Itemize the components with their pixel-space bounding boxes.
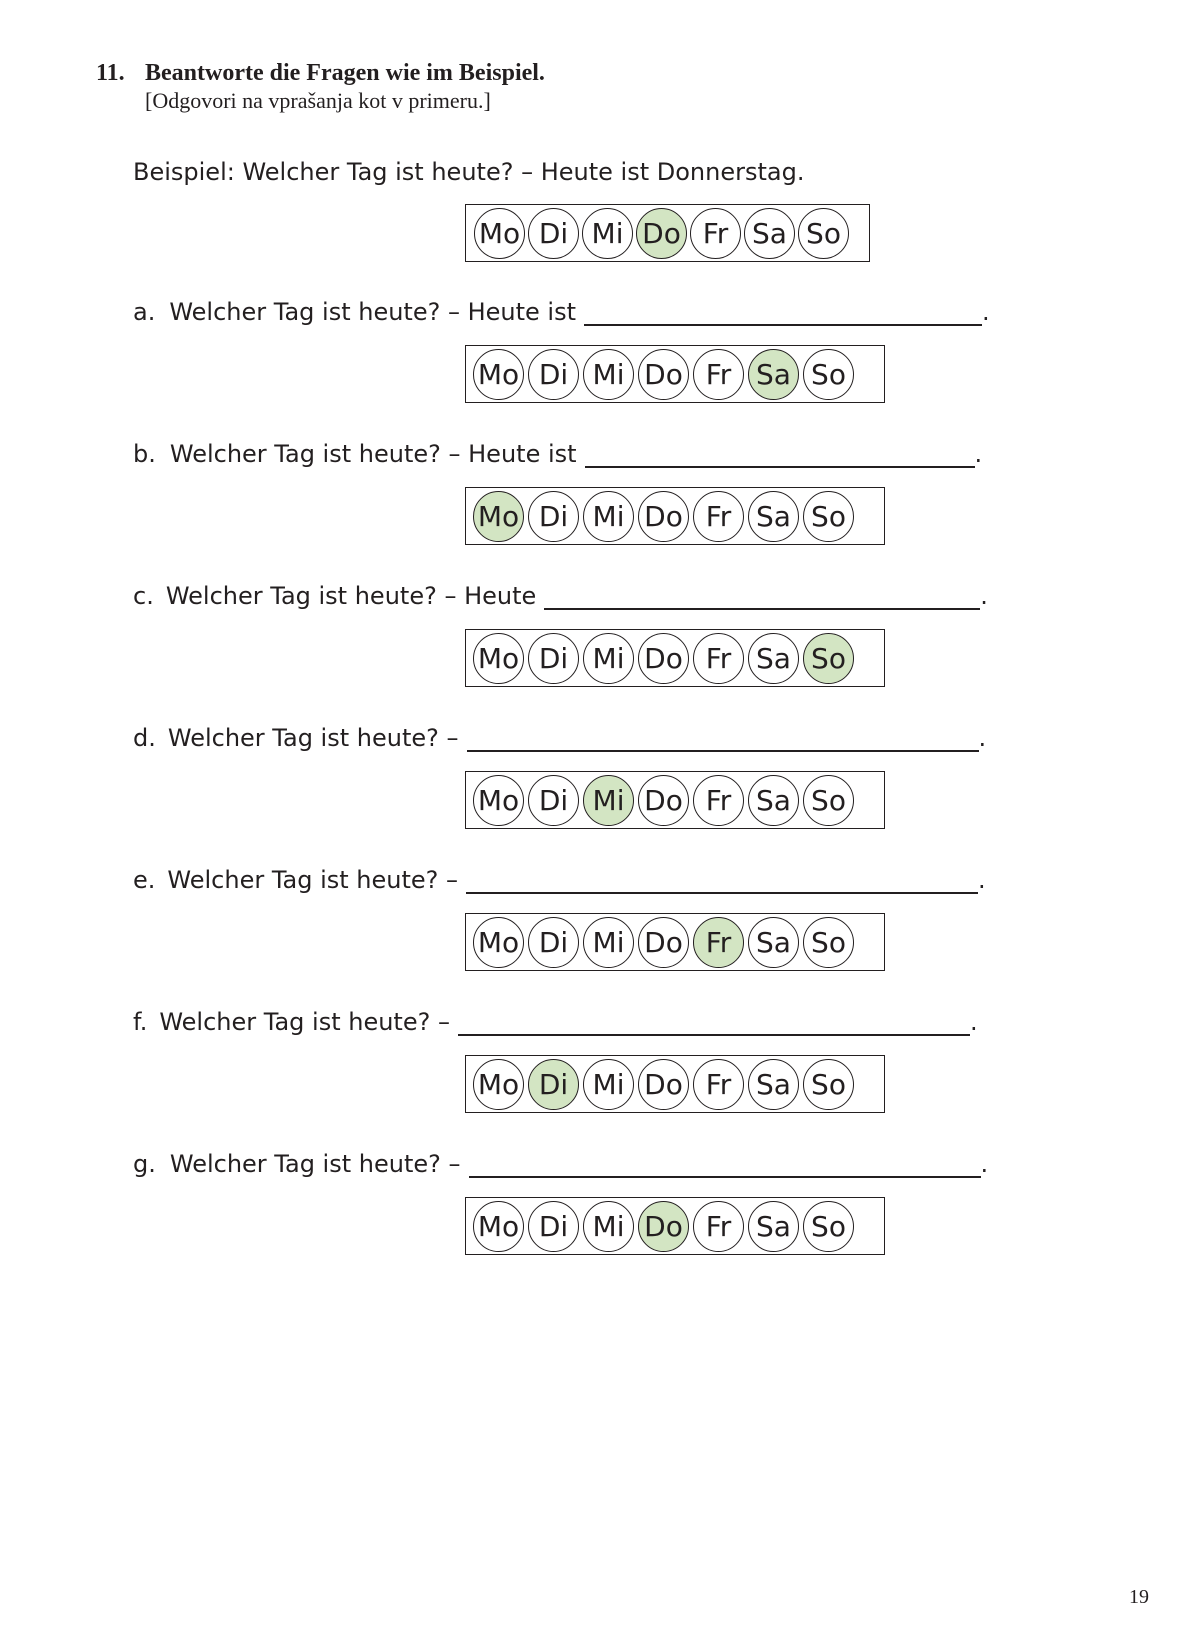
day-circle-mo: Mo bbox=[474, 208, 525, 259]
answer-blank[interactable] bbox=[584, 298, 982, 326]
answer-blank[interactable] bbox=[467, 724, 979, 752]
day-circle-mi: Mi bbox=[583, 1201, 634, 1252]
week-strip-d bbox=[465, 771, 885, 829]
day-circle-do: Do bbox=[638, 633, 689, 684]
day-circle-fr: Fr bbox=[693, 349, 744, 400]
day-circle-sa: Sa bbox=[748, 633, 799, 684]
question-e bbox=[133, 866, 986, 894]
task-title: Beantworte die Fragen wie im Beispiel. bbox=[145, 60, 545, 86]
sentence-period: . bbox=[978, 724, 987, 752]
sentence-period: . bbox=[978, 866, 986, 894]
day-circle-mo: Mo bbox=[473, 775, 524, 826]
day-circle-do: Do bbox=[638, 1059, 689, 1110]
day-circle-do: Do bbox=[638, 917, 689, 968]
day-circle-fr: Fr bbox=[690, 208, 741, 259]
sentence-period: . bbox=[980, 1150, 989, 1178]
day-circle-mi: Mi bbox=[583, 491, 634, 542]
question-b bbox=[133, 440, 982, 468]
week-strip-g bbox=[465, 1197, 885, 1255]
day-circle-di: Di bbox=[528, 775, 579, 826]
day-circle-fr: Fr bbox=[693, 1201, 744, 1252]
day-circle-sa: Sa bbox=[748, 775, 799, 826]
answer-blank[interactable] bbox=[458, 1008, 970, 1036]
question-letter: e. bbox=[133, 866, 156, 894]
day-circle-do: Do bbox=[638, 1201, 689, 1252]
question-letter: g. bbox=[133, 1150, 156, 1178]
day-circle-di: Di bbox=[528, 349, 579, 400]
day-circle-do: Do bbox=[638, 349, 689, 400]
question-g bbox=[133, 1150, 988, 1178]
question-prompt: Welcher Tag ist heute? – bbox=[159, 1008, 450, 1036]
week-strip-f bbox=[465, 1055, 885, 1113]
question-f bbox=[133, 1008, 978, 1036]
week-strip-b bbox=[465, 487, 885, 545]
day-circle-fr: Fr bbox=[693, 491, 744, 542]
day-circle-so: So bbox=[803, 917, 854, 968]
day-circle-fr: Fr bbox=[693, 633, 744, 684]
question-letter: c. bbox=[133, 582, 154, 610]
question-d bbox=[133, 724, 986, 752]
week-strip-c bbox=[465, 629, 885, 687]
task-title-line bbox=[96, 58, 545, 88]
day-circle-sa: Sa bbox=[748, 1201, 799, 1252]
day-circle-di: Di bbox=[528, 1201, 579, 1252]
day-circle-sa: Sa bbox=[748, 1059, 799, 1110]
question-letter: f. bbox=[133, 1008, 148, 1036]
day-circle-so: So bbox=[803, 633, 854, 684]
day-circle-mi: Mi bbox=[582, 208, 633, 259]
question-prompt: Welcher Tag ist heute? – bbox=[167, 724, 459, 752]
task-number: 11. bbox=[96, 60, 125, 86]
day-circle-sa: Sa bbox=[748, 491, 799, 542]
example-sentence: Beispiel: Welcher Tag ist heute? – Heute ist Donnerstag. bbox=[133, 158, 805, 186]
day-circle-di: Di bbox=[528, 633, 579, 684]
day-circle-di: Di bbox=[528, 917, 579, 968]
day-circle-so: So bbox=[803, 775, 854, 826]
day-circle-sa: Sa bbox=[748, 349, 799, 400]
day-circle-mo: Mo bbox=[473, 1201, 524, 1252]
day-circle-mi: Mi bbox=[583, 1059, 634, 1110]
day-circle-mo: Mo bbox=[473, 491, 524, 542]
question-prompt: Welcher Tag ist heute? – bbox=[167, 866, 459, 894]
day-circle-so: So bbox=[798, 208, 849, 259]
question-letter: d. bbox=[133, 724, 156, 752]
answer-blank[interactable] bbox=[469, 1150, 981, 1178]
question-letter: b. bbox=[133, 440, 156, 468]
question-c bbox=[133, 582, 988, 610]
day-circle-di: Di bbox=[528, 491, 579, 542]
day-circle-di: Di bbox=[528, 1059, 579, 1110]
week-strip-e bbox=[465, 913, 885, 971]
day-circle-sa: Sa bbox=[744, 208, 795, 259]
day-circle-mo: Mo bbox=[473, 633, 524, 684]
answer-blank[interactable] bbox=[466, 866, 978, 894]
sentence-period: . bbox=[969, 1008, 978, 1036]
question-prompt: Welcher Tag ist heute? – bbox=[169, 1150, 461, 1178]
sentence-period: . bbox=[982, 298, 990, 326]
day-circle-mi: Mi bbox=[583, 775, 634, 826]
sentence-period: . bbox=[980, 582, 988, 610]
question-letter: a. bbox=[133, 298, 156, 326]
day-circle-fr: Fr bbox=[693, 917, 744, 968]
day-circle-di: Di bbox=[528, 208, 579, 259]
day-circle-so: So bbox=[803, 1059, 854, 1110]
task-heading bbox=[96, 58, 545, 114]
day-circle-mo: Mo bbox=[473, 917, 524, 968]
day-circle-so: So bbox=[803, 1201, 854, 1252]
day-circle-mi: Mi bbox=[583, 917, 634, 968]
example-week-strip bbox=[465, 204, 870, 262]
day-circle-fr: Fr bbox=[693, 1059, 744, 1110]
day-circle-mo: Mo bbox=[473, 349, 524, 400]
sentence-period: . bbox=[974, 440, 983, 468]
question-prompt: Welcher Tag ist heute? – Heute bbox=[165, 582, 537, 610]
day-circle-so: So bbox=[803, 349, 854, 400]
day-circle-mi: Mi bbox=[583, 633, 634, 684]
question-prompt: Welcher Tag ist heute? – Heute ist bbox=[169, 298, 577, 326]
task-translation: [Odgovori na vprašanja kot v primeru.] bbox=[145, 88, 491, 113]
day-circle-so: So bbox=[803, 491, 854, 542]
day-circle-do: Do bbox=[638, 775, 689, 826]
answer-blank[interactable] bbox=[544, 582, 980, 610]
question-a bbox=[133, 298, 990, 326]
day-circle-do: Do bbox=[636, 208, 687, 259]
week-strip-a bbox=[465, 345, 885, 403]
answer-blank[interactable] bbox=[585, 440, 975, 468]
day-circle-mi: Mi bbox=[583, 349, 634, 400]
day-circle-sa: Sa bbox=[748, 917, 799, 968]
day-circle-do: Do bbox=[638, 491, 689, 542]
page-number: 19 bbox=[1129, 1586, 1149, 1608]
day-circle-mo: Mo bbox=[473, 1059, 524, 1110]
question-prompt: Welcher Tag ist heute? – Heute ist bbox=[169, 440, 577, 468]
day-circle-fr: Fr bbox=[693, 775, 744, 826]
